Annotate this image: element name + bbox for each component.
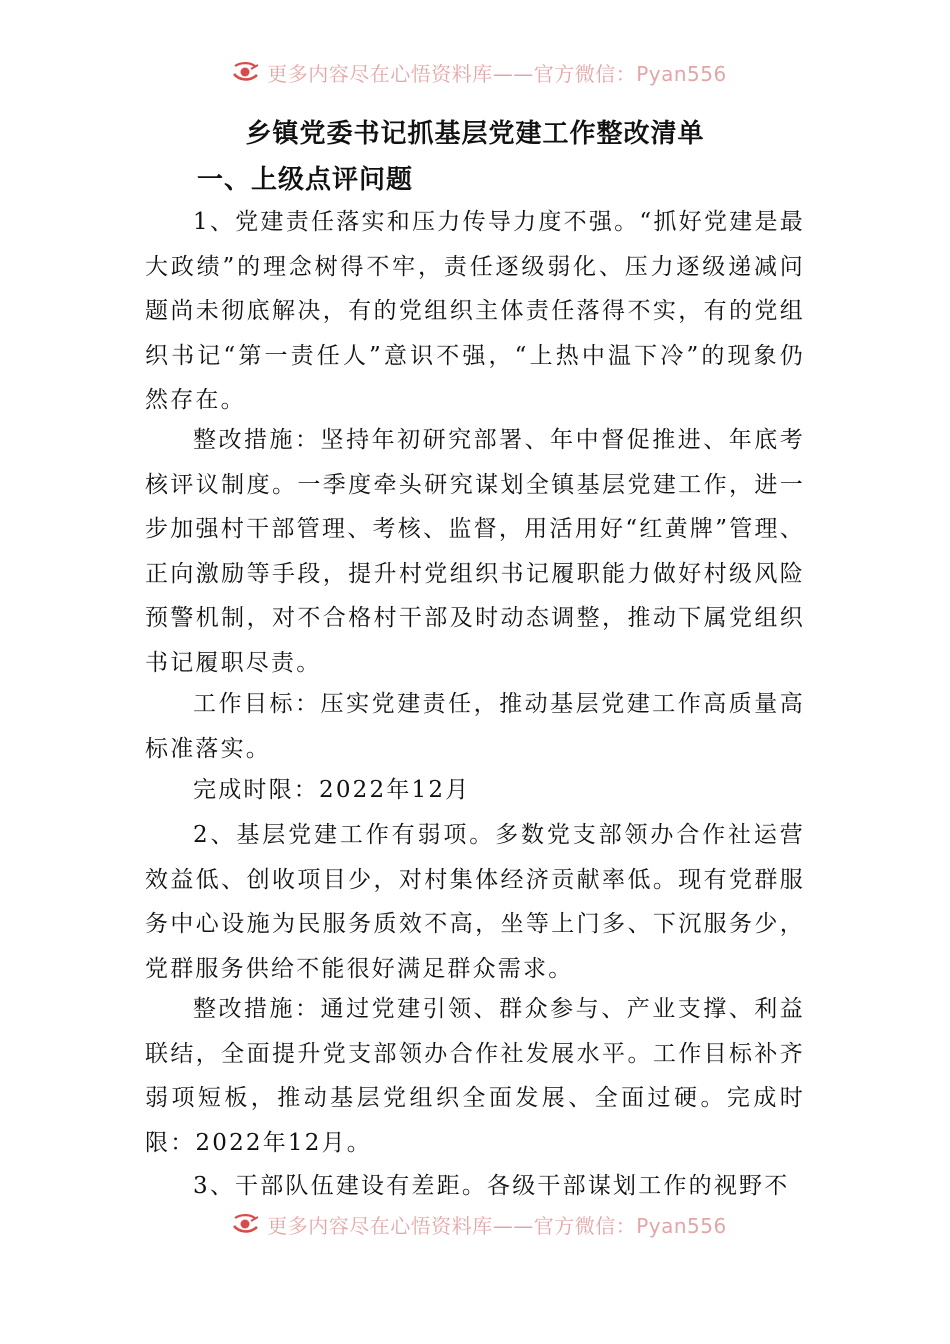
brand-logo-icon xyxy=(231,60,261,84)
section-heading: 一、上级点评问题 xyxy=(197,165,414,195)
watermark-content xyxy=(231,1210,727,1239)
paragraph-measures-1: 整改措施：坚持年初研究部署、年中督促推进、年底考核评议制度。一季度牵头研究谋划全镇基层党建工作，进一步加强村干部管理、考核、监督，用活用好“红黄牌”管理、正向激励等手段，提升村党组织书记履职能力做好村级风险预警机制，对不合格村干部及时动态调整，推动下属党组织书记履职尽责。 xyxy=(145,427,805,676)
watermark-content xyxy=(231,58,727,87)
document-title: 乡镇党委书记抓基层党建工作整改清单 xyxy=(245,119,705,149)
paragraph-measures-2: 整改措施：通过党建引领、群众参与、产业支撑、利益联结，全面提升党支部领办合作社发展水平。工作目标补齐弱项短板，推动基层党组织全面发展、全面过硬。完成时限：2022年12月。 xyxy=(145,996,805,1156)
brand-logo-icon xyxy=(231,1212,261,1236)
paragraph-issue-2: 2、基层党建工作有弱项。多数党支部领办合作社运营效益低、创收项目少，对村集体经济贡献率低。现有党群服务中心设施为民服务质效不高，坐等上门多、下沉服务少，党群服务供给不能很好满足群众需求。 xyxy=(145,822,805,982)
footer-watermark-banner xyxy=(0,1208,950,1240)
paragraph-deadline-1: 完成时限：2022年12月 xyxy=(193,777,471,803)
paragraph-issue-1: 1、党建责任落实和压力传导力度不强。“抓好党建是最大政绩”的理念树得不牢，责任逐级弱化、压力逐级递减问题尚未彻底解决，有的党组织主体责任落得不实，有的党组织书记“第一责任人”意识不强，“上热中温下冷”的现象仍然存在。 xyxy=(145,209,805,413)
header-watermark-banner xyxy=(0,56,950,88)
paragraph-goal-1: 工作目标：压实党建责任，推动基层党建工作高质量高标准落实。 xyxy=(145,691,805,762)
paragraph-issue-3: 3、干部队伍建设有差距。各级干部谋划工作的视野不 xyxy=(193,1173,790,1199)
watermark-text: 更多内容尽在心悟资料库——官方微信：Pyan556 xyxy=(267,1213,727,1238)
watermark-text: 更多内容尽在心悟资料库——官方微信：Pyan556 xyxy=(267,61,727,86)
